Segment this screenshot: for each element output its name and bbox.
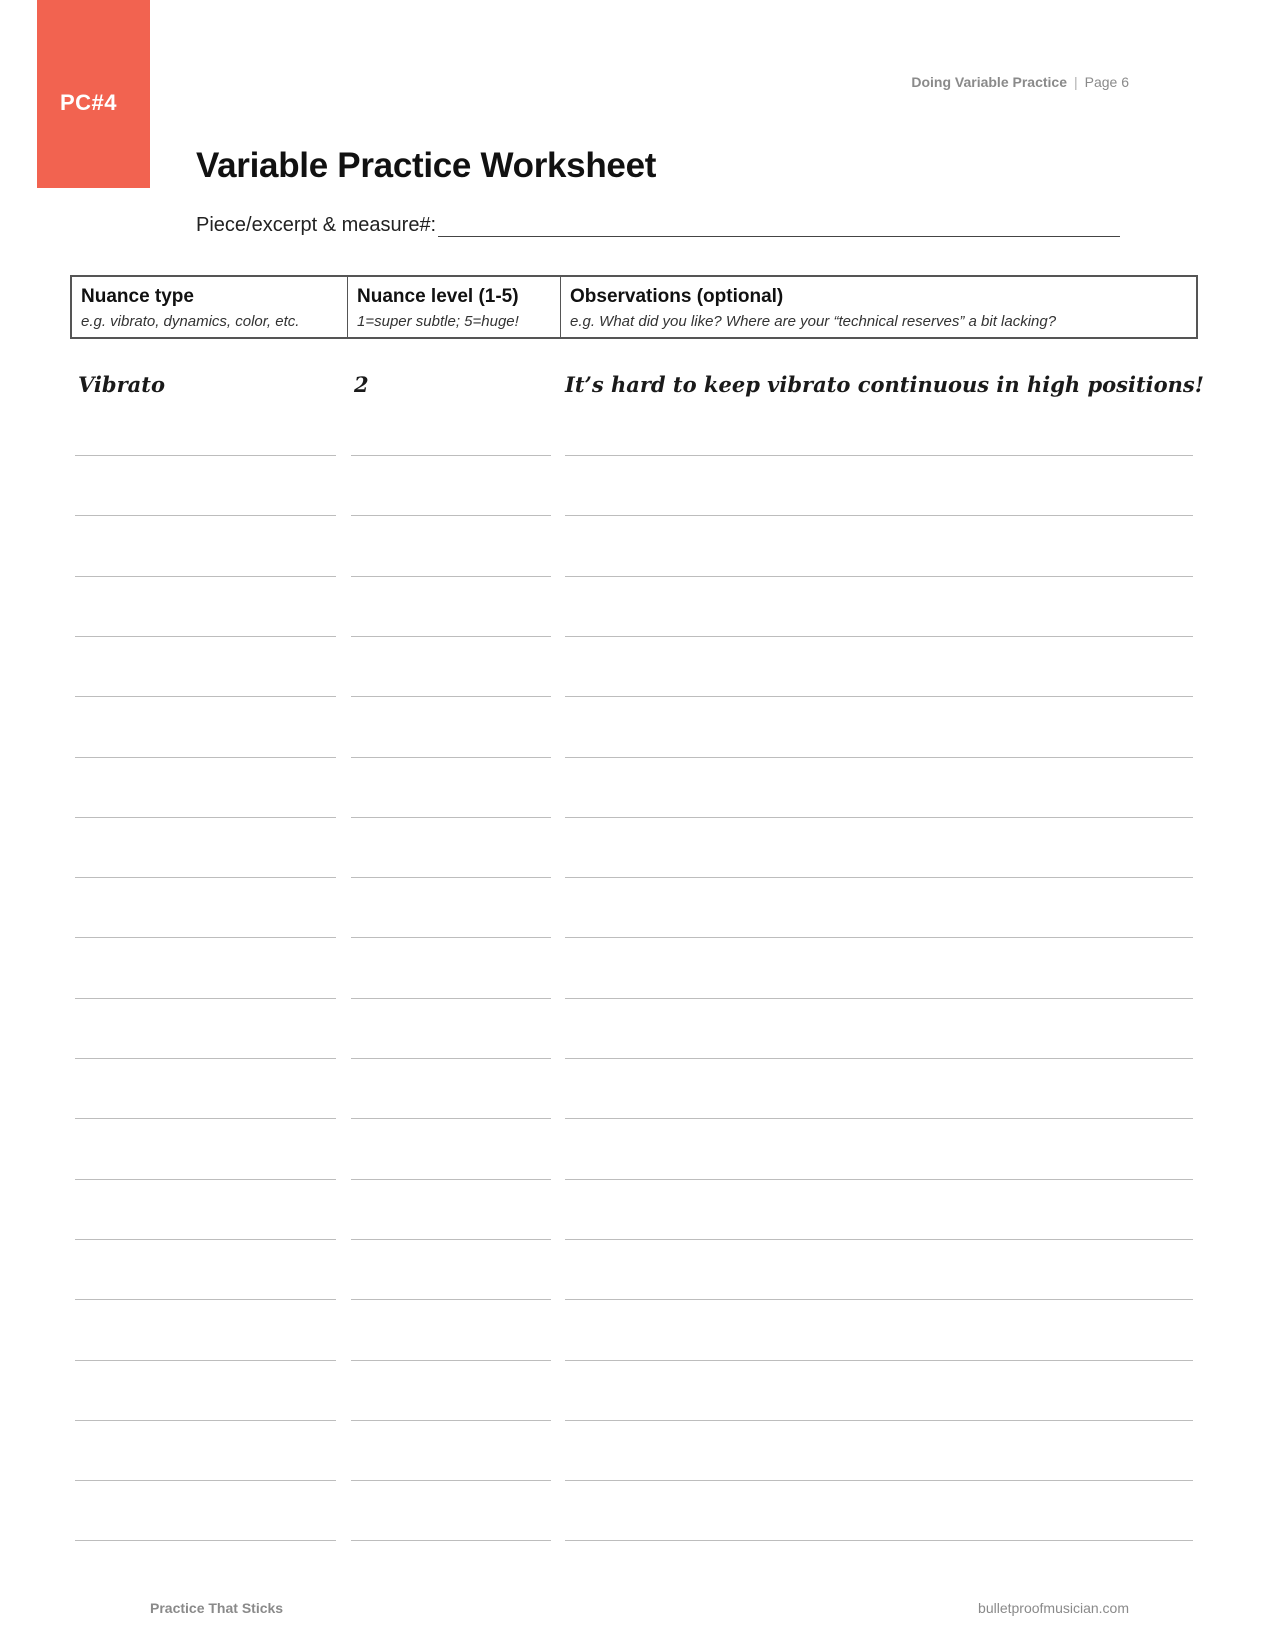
nuance-type-line[interactable] bbox=[75, 515, 336, 516]
observation-line[interactable] bbox=[565, 1360, 1193, 1361]
piece-field bbox=[196, 214, 1120, 237]
nuance-type-line[interactable] bbox=[75, 1179, 336, 1180]
observation-line[interactable] bbox=[565, 1058, 1193, 1059]
nuance-level-line[interactable] bbox=[351, 1058, 551, 1059]
nuance-level-line[interactable] bbox=[351, 1420, 551, 1421]
column-header-observations bbox=[561, 277, 1196, 337]
footer-right: bulletproofmusician.com bbox=[978, 1600, 1129, 1616]
nuance-type-line[interactable] bbox=[75, 1540, 336, 1541]
nuance-level-line[interactable] bbox=[351, 877, 551, 878]
footer-left: Practice That Sticks bbox=[150, 1600, 284, 1616]
nuance-level-line[interactable] bbox=[351, 1360, 551, 1361]
observation-line[interactable] bbox=[565, 998, 1193, 999]
nuance-type-line[interactable] bbox=[75, 757, 336, 758]
nuance-type-line[interactable] bbox=[75, 1239, 336, 1240]
nuance-level-line[interactable] bbox=[351, 1179, 551, 1180]
piece-field-input[interactable] bbox=[438, 216, 1120, 237]
nuance-type-line[interactable] bbox=[75, 455, 336, 456]
observation-line[interactable] bbox=[565, 1239, 1193, 1240]
observation-line[interactable] bbox=[565, 937, 1193, 938]
nuance-type-line[interactable] bbox=[75, 1299, 336, 1300]
observation-line[interactable] bbox=[565, 455, 1193, 456]
nuance-level-line[interactable] bbox=[351, 1480, 551, 1481]
observation-line[interactable] bbox=[565, 515, 1193, 516]
observation-line[interactable] bbox=[565, 1540, 1193, 1541]
nuance-type-line[interactable] bbox=[75, 1480, 336, 1481]
nuance-type-line[interactable] bbox=[75, 1360, 336, 1361]
observation-line[interactable] bbox=[565, 1299, 1193, 1300]
observation-line[interactable] bbox=[565, 817, 1193, 818]
nuance-level-line[interactable] bbox=[351, 1118, 551, 1119]
column-title: Observations (optional) bbox=[570, 286, 784, 307]
column-subtitle: 1=super subtle; 5=huge! bbox=[357, 313, 519, 330]
observation-line[interactable] bbox=[565, 1179, 1193, 1180]
nuance-level-line[interactable] bbox=[351, 1299, 551, 1300]
nuance-type-line[interactable] bbox=[75, 937, 336, 938]
example-observation: It’s hard to keep vibrato continuous in high positions! bbox=[565, 372, 1204, 397]
nuance-type-line[interactable] bbox=[75, 877, 336, 878]
observation-line[interactable] bbox=[565, 576, 1193, 577]
pc-badge bbox=[37, 0, 150, 188]
column-title: Nuance level (1-5) bbox=[357, 286, 519, 307]
example-nuance-level: 2 bbox=[354, 372, 369, 397]
nuance-level-line[interactable] bbox=[351, 576, 551, 577]
observation-line[interactable] bbox=[565, 1420, 1193, 1421]
nuance-level-line[interactable] bbox=[351, 937, 551, 938]
observation-line[interactable] bbox=[565, 1480, 1193, 1481]
nuance-level-line[interactable] bbox=[351, 757, 551, 758]
nuance-level-line[interactable] bbox=[351, 455, 551, 456]
observation-line[interactable] bbox=[565, 696, 1193, 697]
column-header-nuance-type bbox=[72, 277, 348, 337]
column-subtitle: e.g. What did you like? Where are your “technical reserves” a bit lacking? bbox=[570, 313, 1057, 330]
nuance-type-line[interactable] bbox=[75, 636, 336, 637]
badge-label: PC#4 bbox=[60, 90, 118, 115]
header-separator: | bbox=[1073, 74, 1078, 90]
header-section: Doing Variable Practice bbox=[911, 74, 1067, 90]
observation-line[interactable] bbox=[565, 636, 1193, 637]
column-subtitle: e.g. vibrato, dynamics, color, etc. bbox=[81, 313, 300, 330]
observation-line[interactable] bbox=[565, 757, 1193, 758]
example-nuance-type: Vibrato bbox=[78, 372, 165, 397]
nuance-level-line[interactable] bbox=[351, 515, 551, 516]
nuance-type-line[interactable] bbox=[75, 998, 336, 999]
nuance-level-line[interactable] bbox=[351, 1540, 551, 1541]
nuance-level-line[interactable] bbox=[351, 817, 551, 818]
page-title: Variable Practice Worksheet bbox=[196, 146, 657, 185]
page-header bbox=[911, 74, 1129, 90]
nuance-type-line[interactable] bbox=[75, 696, 336, 697]
nuance-level-line[interactable] bbox=[351, 998, 551, 999]
nuance-type-line[interactable] bbox=[75, 817, 336, 818]
column-title: Nuance type bbox=[81, 286, 194, 307]
nuance-type-line[interactable] bbox=[75, 576, 336, 577]
nuance-type-line[interactable] bbox=[75, 1058, 336, 1059]
nuance-type-line[interactable] bbox=[75, 1420, 336, 1421]
column-header-nuance-level bbox=[348, 277, 561, 337]
observation-line[interactable] bbox=[565, 877, 1193, 878]
header-page-number: Page 6 bbox=[1084, 74, 1129, 90]
observation-line[interactable] bbox=[565, 1118, 1193, 1119]
piece-field-label: Piece/excerpt & measure#: bbox=[196, 214, 437, 236]
table-header bbox=[70, 275, 1198, 339]
nuance-level-line[interactable] bbox=[351, 696, 551, 697]
nuance-level-line[interactable] bbox=[351, 1239, 551, 1240]
nuance-type-line[interactable] bbox=[75, 1118, 336, 1119]
nuance-level-line[interactable] bbox=[351, 636, 551, 637]
